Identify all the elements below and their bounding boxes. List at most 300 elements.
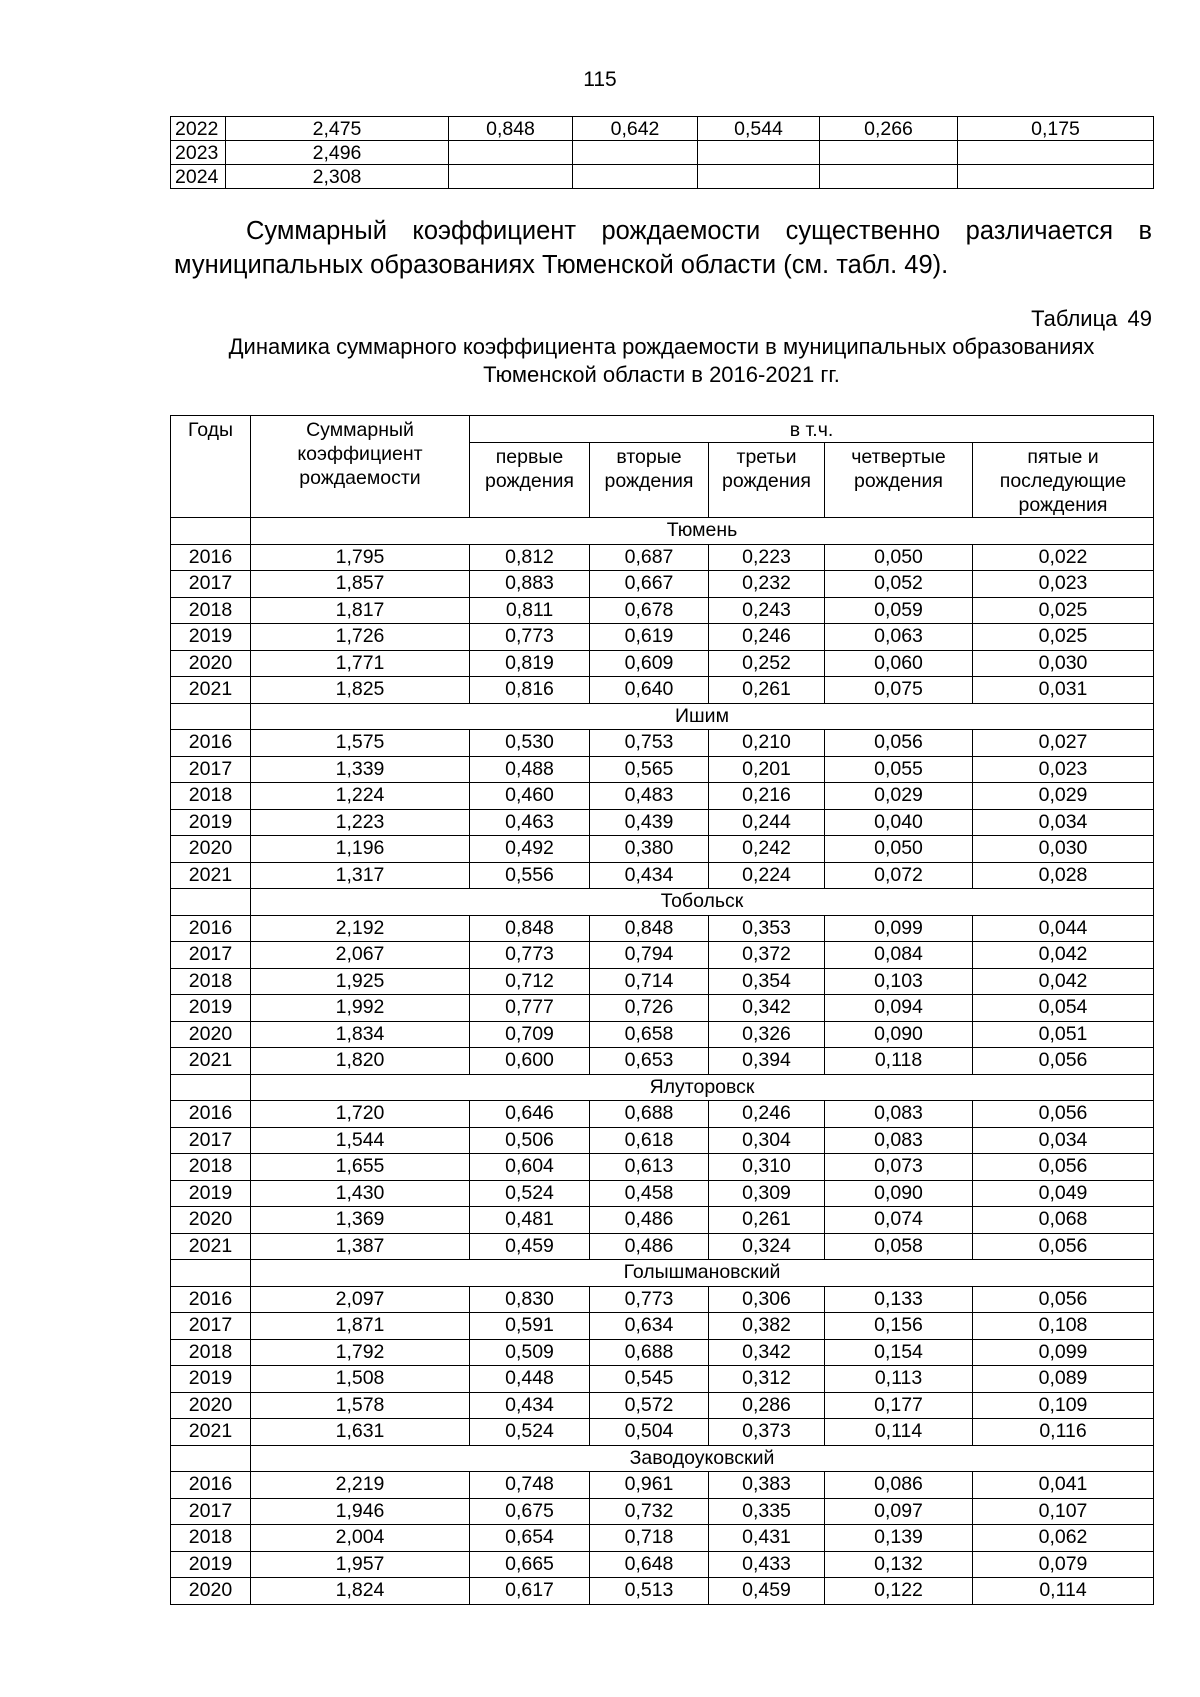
value-cell: 1,992: [251, 995, 470, 1022]
value-cell: 1,946: [251, 1498, 470, 1525]
year-cell: 2016: [171, 1101, 251, 1128]
value-cell: 0,459: [709, 1578, 825, 1605]
value-cell: 0,646: [470, 1101, 590, 1128]
table-row: [171, 1366, 1154, 1393]
value-cell: 0,242: [709, 836, 825, 863]
value-cell: 0,653: [590, 1048, 709, 1075]
value-cell: 0,031: [973, 677, 1154, 704]
value-cell: 1,631: [251, 1419, 470, 1446]
header-third-births: третьи рождения: [709, 443, 825, 518]
value-cell: 0,132: [825, 1551, 973, 1578]
value-cell: 0,252: [709, 650, 825, 677]
value-cell: 1,834: [251, 1021, 470, 1048]
value-cell: [820, 165, 958, 189]
table-row: [171, 624, 1154, 651]
continued-table: [170, 116, 1154, 189]
value-cell: 0,433: [709, 1551, 825, 1578]
year-cell: 2018: [171, 783, 251, 810]
table-row: [171, 1313, 1154, 1340]
header-years: Годы: [171, 416, 251, 518]
value-cell: 0,654: [470, 1525, 590, 1552]
value-cell: 0,223: [709, 544, 825, 571]
value-cell: 0,023: [973, 571, 1154, 598]
value-cell: 0,261: [709, 677, 825, 704]
value-cell: 0,309: [709, 1180, 825, 1207]
year-cell: 2022: [171, 117, 226, 141]
value-cell: 1,339: [251, 756, 470, 783]
value-cell: 0,109: [973, 1392, 1154, 1419]
value-cell: 0,073: [825, 1154, 973, 1181]
value-cell: 0,812: [470, 544, 590, 571]
value-cell: 0,380: [590, 836, 709, 863]
value-cell: 0,107: [973, 1498, 1154, 1525]
value-cell: 0,665: [470, 1551, 590, 1578]
table-row: [171, 1472, 1154, 1499]
table-row: [171, 117, 1154, 141]
value-cell: 2,097: [251, 1286, 470, 1313]
value-cell: 0,504: [590, 1419, 709, 1446]
table-row: [171, 836, 1154, 863]
value-cell: 0,090: [825, 1180, 973, 1207]
value-cell: 0,524: [470, 1180, 590, 1207]
year-cell: 2020: [171, 650, 251, 677]
value-cell: 0,175: [958, 117, 1154, 141]
table-row: [171, 1154, 1154, 1181]
table-row: [171, 571, 1154, 598]
value-cell: [698, 141, 820, 165]
table-row: [171, 1207, 1154, 1234]
year-cell: 2024: [171, 165, 226, 189]
value-cell: 0,613: [590, 1154, 709, 1181]
value-cell: 0,084: [825, 942, 973, 969]
value-cell: 0,244: [709, 809, 825, 836]
value-cell: 0,056: [825, 730, 973, 757]
value-cell: 0,354: [709, 968, 825, 995]
value-cell: 0,054: [973, 995, 1154, 1022]
year-cell: 2021: [171, 1419, 251, 1446]
value-cell: 2,496: [226, 141, 449, 165]
value-cell: 0,246: [709, 624, 825, 651]
value-cell: 0,083: [825, 1101, 973, 1128]
table-row: [171, 730, 1154, 757]
value-cell: 0,819: [470, 650, 590, 677]
section-empty-cell: [171, 889, 251, 916]
value-cell: 0,029: [825, 783, 973, 810]
year-cell: 2016: [171, 1286, 251, 1313]
value-cell: 1,430: [251, 1180, 470, 1207]
value-cell: 0,658: [590, 1021, 709, 1048]
value-cell: 0,509: [470, 1339, 590, 1366]
section-row: [171, 518, 1154, 545]
value-cell: 0,079: [973, 1551, 1154, 1578]
section-name: Ишим: [251, 703, 1154, 730]
value-cell: 1,196: [251, 836, 470, 863]
value-cell: 0,640: [590, 677, 709, 704]
header-fourth-births: четвертые рождения: [825, 443, 973, 518]
value-cell: 0,667: [590, 571, 709, 598]
section-row: [171, 1260, 1154, 1287]
value-cell: 0,232: [709, 571, 825, 598]
value-cell: 0,027: [973, 730, 1154, 757]
value-cell: 0,530: [470, 730, 590, 757]
value-cell: 0,572: [590, 1392, 709, 1419]
value-cell: 0,688: [590, 1101, 709, 1128]
year-cell: 2017: [171, 571, 251, 598]
value-cell: 0,058: [825, 1233, 973, 1260]
value-cell: 0,591: [470, 1313, 590, 1340]
table-row: [171, 809, 1154, 836]
value-cell: 0,216: [709, 783, 825, 810]
value-cell: 0,544: [698, 117, 820, 141]
year-cell: 2017: [171, 756, 251, 783]
value-cell: 0,748: [470, 1472, 590, 1499]
value-cell: 0,431: [709, 1525, 825, 1552]
table-row: [171, 165, 1154, 189]
value-cell: 0,394: [709, 1048, 825, 1075]
year-cell: 2023: [171, 141, 226, 165]
year-cell: 2019: [171, 1551, 251, 1578]
value-cell: 0,709: [470, 1021, 590, 1048]
value-cell: 0,382: [709, 1313, 825, 1340]
value-cell: 0,342: [709, 995, 825, 1022]
value-cell: 0,675: [470, 1498, 590, 1525]
value-cell: 1,771: [251, 650, 470, 677]
value-cell: 0,122: [825, 1578, 973, 1605]
value-cell: 0,383: [709, 1472, 825, 1499]
value-cell: 0,056: [973, 1233, 1154, 1260]
value-cell: 0,714: [590, 968, 709, 995]
value-cell: 0,848: [449, 117, 573, 141]
value-cell: 1,825: [251, 677, 470, 704]
value-cell: 0,492: [470, 836, 590, 863]
table-row: [171, 597, 1154, 624]
value-cell: 0,246: [709, 1101, 825, 1128]
table-row: [171, 995, 1154, 1022]
value-cell: 0,642: [573, 117, 698, 141]
section-name: Заводоуковский: [251, 1445, 1154, 1472]
section-name: Голышмановский: [251, 1260, 1154, 1287]
value-cell: 0,816: [470, 677, 590, 704]
table-row: [171, 1021, 1154, 1048]
value-cell: 0,114: [973, 1578, 1154, 1605]
section-name: Ялуторовск: [251, 1074, 1154, 1101]
value-cell: 0,565: [590, 756, 709, 783]
table-row: [171, 141, 1154, 165]
year-cell: 2020: [171, 1392, 251, 1419]
year-cell: 2018: [171, 1525, 251, 1552]
year-cell: 2016: [171, 730, 251, 757]
year-cell: 2018: [171, 597, 251, 624]
table-row: [171, 1286, 1154, 1313]
value-cell: 0,545: [590, 1366, 709, 1393]
value-cell: 0,034: [973, 809, 1154, 836]
value-cell: 0,042: [973, 942, 1154, 969]
table-row: [171, 968, 1154, 995]
value-cell: 0,059: [825, 597, 973, 624]
year-cell: 2020: [171, 836, 251, 863]
value-cell: 0,794: [590, 942, 709, 969]
value-cell: 0,306: [709, 1286, 825, 1313]
value-cell: 0,773: [470, 624, 590, 651]
value-cell: 0,075: [825, 677, 973, 704]
value-cell: 0,726: [590, 995, 709, 1022]
value-cell: 0,028: [973, 862, 1154, 889]
value-cell: 0,030: [973, 650, 1154, 677]
value-cell: 0,524: [470, 1419, 590, 1446]
table-row: [171, 1180, 1154, 1207]
value-cell: 0,056: [973, 1101, 1154, 1128]
value-cell: 0,439: [590, 809, 709, 836]
value-cell: 0,372: [709, 942, 825, 969]
value-cell: 0,811: [470, 597, 590, 624]
value-cell: 0,056: [973, 1286, 1154, 1313]
value-cell: 0,108: [973, 1313, 1154, 1340]
value-cell: [958, 141, 1154, 165]
value-cell: 0,463: [470, 809, 590, 836]
table-row: [171, 1525, 1154, 1552]
value-cell: 2,475: [226, 117, 449, 141]
value-cell: 1,871: [251, 1313, 470, 1340]
value-cell: 0,304: [709, 1127, 825, 1154]
table-row: [171, 756, 1154, 783]
value-cell: 2,308: [226, 165, 449, 189]
table-row: [171, 1419, 1154, 1446]
table-row: [171, 783, 1154, 810]
value-cell: 0,556: [470, 862, 590, 889]
value-cell: 0,459: [470, 1233, 590, 1260]
value-cell: 0,353: [709, 915, 825, 942]
value-cell: 2,067: [251, 942, 470, 969]
value-cell: 1,820: [251, 1048, 470, 1075]
year-cell: 2016: [171, 915, 251, 942]
body-paragraph: Суммарный коэффициент рождаемости существенно различается в муниципальных образованиях Тюменской области (см. табл. 49).: [174, 217, 1152, 279]
value-cell: [449, 165, 573, 189]
value-cell: 0,483: [590, 783, 709, 810]
value-cell: 0,029: [973, 783, 1154, 810]
value-cell: 0,773: [590, 1286, 709, 1313]
table-row: [171, 1392, 1154, 1419]
value-cell: 0,961: [590, 1472, 709, 1499]
value-cell: 0,055: [825, 756, 973, 783]
value-cell: 1,726: [251, 624, 470, 651]
value-cell: [573, 141, 698, 165]
value-cell: 0,099: [825, 915, 973, 942]
value-cell: 0,022: [973, 544, 1154, 571]
value-cell: 1,508: [251, 1366, 470, 1393]
value-cell: 0,324: [709, 1233, 825, 1260]
value-cell: 0,688: [590, 1339, 709, 1366]
table-row: [171, 862, 1154, 889]
value-cell: 0,648: [590, 1551, 709, 1578]
value-cell: 0,050: [825, 544, 973, 571]
year-cell: 2016: [171, 1472, 251, 1499]
value-cell: 1,575: [251, 730, 470, 757]
value-cell: 0,481: [470, 1207, 590, 1234]
year-cell: 2018: [171, 1154, 251, 1181]
year-cell: 2020: [171, 1207, 251, 1234]
value-cell: 0,712: [470, 968, 590, 995]
value-cell: 0,848: [590, 915, 709, 942]
year-cell: 2017: [171, 1127, 251, 1154]
value-cell: 0,732: [590, 1498, 709, 1525]
value-cell: 0,052: [825, 571, 973, 598]
section-name: Тобольск: [251, 889, 1154, 916]
table-row: [171, 1578, 1154, 1605]
value-cell: 0,486: [590, 1233, 709, 1260]
fertility-table: [170, 415, 1154, 1605]
value-cell: [820, 141, 958, 165]
value-cell: 0,114: [825, 1419, 973, 1446]
header-tfr-line-2: коэффициент: [297, 443, 423, 465]
table-title: [170, 333, 1153, 389]
value-cell: 0,458: [590, 1180, 709, 1207]
value-cell: 0,883: [470, 571, 590, 598]
value-cell: 0,086: [825, 1472, 973, 1499]
year-cell: 2018: [171, 1339, 251, 1366]
page-number: 115: [583, 68, 617, 91]
table-row: [171, 1498, 1154, 1525]
value-cell: 0,312: [709, 1366, 825, 1393]
value-cell: 0,286: [709, 1392, 825, 1419]
value-cell: 0,261: [709, 1207, 825, 1234]
value-cell: 0,609: [590, 650, 709, 677]
value-cell: 0,062: [973, 1525, 1154, 1552]
value-cell: 1,224: [251, 783, 470, 810]
value-cell: 0,034: [973, 1127, 1154, 1154]
value-cell: 0,177: [825, 1392, 973, 1419]
table-row: [171, 1048, 1154, 1075]
year-cell: 2019: [171, 809, 251, 836]
value-cell: 0,090: [825, 1021, 973, 1048]
year-cell: 2019: [171, 1180, 251, 1207]
value-cell: 0,133: [825, 1286, 973, 1313]
value-cell: 1,817: [251, 597, 470, 624]
section-row: [171, 703, 1154, 730]
table-row: [171, 650, 1154, 677]
value-cell: 2,192: [251, 915, 470, 942]
value-cell: 0,506: [470, 1127, 590, 1154]
value-cell: 0,488: [470, 756, 590, 783]
value-cell: 0,617: [470, 1578, 590, 1605]
year-cell: 2018: [171, 968, 251, 995]
value-cell: 1,223: [251, 809, 470, 836]
value-cell: 0,513: [590, 1578, 709, 1605]
year-cell: 2017: [171, 1498, 251, 1525]
value-cell: 1,317: [251, 862, 470, 889]
value-cell: 0,049: [973, 1180, 1154, 1207]
value-cell: 1,957: [251, 1551, 470, 1578]
value-cell: [698, 165, 820, 189]
header-tfr-line-3: рождаемости: [299, 467, 421, 489]
value-cell: 0,342: [709, 1339, 825, 1366]
header-fifth-births: пятые и последующие рождения: [973, 443, 1154, 518]
value-cell: 0,025: [973, 597, 1154, 624]
section-row: [171, 889, 1154, 916]
year-cell: 2019: [171, 995, 251, 1022]
table-label: Таблица 49: [1031, 306, 1152, 331]
value-cell: 0,023: [973, 756, 1154, 783]
value-cell: 1,824: [251, 1578, 470, 1605]
value-cell: 2,219: [251, 1472, 470, 1499]
value-cell: 0,044: [973, 915, 1154, 942]
header-first-births: первые рождения: [470, 443, 590, 518]
value-cell: 0,083: [825, 1127, 973, 1154]
value-cell: 0,050: [825, 836, 973, 863]
value-cell: 0,678: [590, 597, 709, 624]
value-cell: 0,460: [470, 783, 590, 810]
year-cell: 2019: [171, 624, 251, 651]
value-cell: 0,777: [470, 995, 590, 1022]
value-cell: 0,103: [825, 968, 973, 995]
section-row: [171, 1445, 1154, 1472]
value-cell: 0,025: [973, 624, 1154, 651]
value-cell: 0,448: [470, 1366, 590, 1393]
value-cell: 0,335: [709, 1498, 825, 1525]
section-empty-cell: [171, 1074, 251, 1101]
year-cell: 2017: [171, 942, 251, 969]
value-cell: 0,604: [470, 1154, 590, 1181]
value-cell: 0,486: [590, 1207, 709, 1234]
value-cell: [573, 165, 698, 189]
value-cell: 0,041: [973, 1472, 1154, 1499]
value-cell: 0,094: [825, 995, 973, 1022]
value-cell: 0,310: [709, 1154, 825, 1181]
value-cell: 0,201: [709, 756, 825, 783]
table-row: [171, 1101, 1154, 1128]
value-cell: 0,600: [470, 1048, 590, 1075]
value-cell: 0,266: [820, 117, 958, 141]
value-cell: 0,753: [590, 730, 709, 757]
year-cell: 2021: [171, 1048, 251, 1075]
value-cell: 0,072: [825, 862, 973, 889]
table-title-line-1: Динамика суммарного коэффициента рождаемости в муниципальных образованиях: [228, 334, 1095, 359]
value-cell: 1,925: [251, 968, 470, 995]
value-cell: 0,634: [590, 1313, 709, 1340]
value-cell: 0,116: [973, 1419, 1154, 1446]
value-cell: [958, 165, 1154, 189]
value-cell: 0,687: [590, 544, 709, 571]
value-cell: 0,040: [825, 809, 973, 836]
value-cell: 1,369: [251, 1207, 470, 1234]
value-cell: 0,056: [973, 1048, 1154, 1075]
value-cell: 0,434: [470, 1392, 590, 1419]
value-cell: 1,720: [251, 1101, 470, 1128]
value-cell: 0,373: [709, 1419, 825, 1446]
value-cell: 0,156: [825, 1313, 973, 1340]
year-cell: 2021: [171, 862, 251, 889]
value-cell: 0,042: [973, 968, 1154, 995]
section-empty-cell: [171, 1445, 251, 1472]
value-cell: 0,618: [590, 1127, 709, 1154]
value-cell: 1,387: [251, 1233, 470, 1260]
value-cell: 0,097: [825, 1498, 973, 1525]
value-cell: 0,060: [825, 650, 973, 677]
table-row: [171, 1551, 1154, 1578]
year-cell: 2016: [171, 544, 251, 571]
section-row: [171, 1074, 1154, 1101]
value-cell: 1,857: [251, 571, 470, 598]
section-empty-cell: [171, 518, 251, 545]
value-cell: 0,139: [825, 1525, 973, 1552]
value-cell: 0,224: [709, 862, 825, 889]
section-name: Тюмень: [251, 518, 1154, 545]
value-cell: 1,655: [251, 1154, 470, 1181]
value-cell: 0,326: [709, 1021, 825, 1048]
value-cell: 0,051: [973, 1021, 1154, 1048]
table-row: [171, 544, 1154, 571]
value-cell: 0,243: [709, 597, 825, 624]
value-cell: 0,074: [825, 1207, 973, 1234]
